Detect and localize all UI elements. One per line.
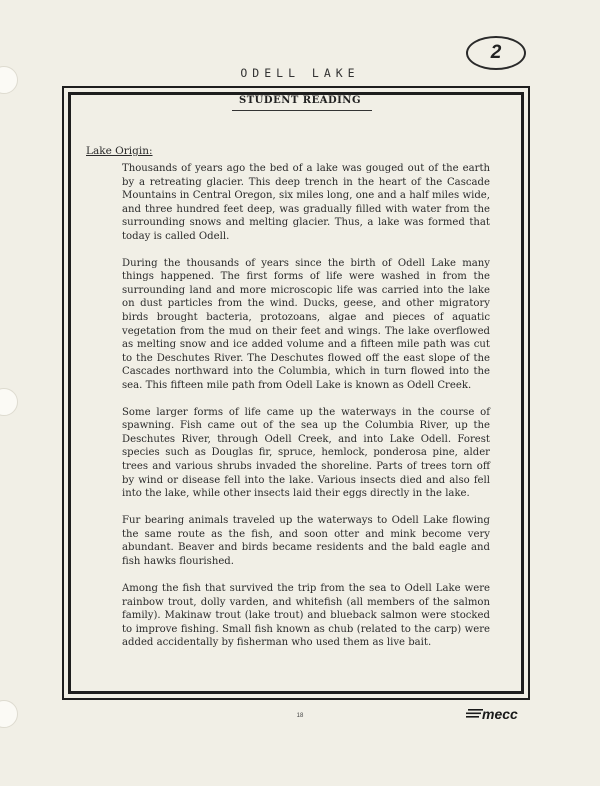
- binder-hole: [0, 388, 18, 416]
- mecc-logo-text: mecc: [482, 706, 518, 722]
- document-title: ODELL LAKE: [240, 66, 360, 80]
- paragraph: Among the fish that survived the trip from the sea to Odell Lake were rainbow trout, dolly varden, and whitefish (all members of the salmon family). Makinaw trout (lake trout) and blueback salmon were stocked to improve fishing. Small fish known as chub (related to the carp) were added accidentally by fisherman who used them as live bait.: [122, 582, 490, 649]
- page-number: 18: [296, 713, 304, 719]
- reading-body: [122, 162, 490, 663]
- paragraph: Some larger forms of life came up the waterways in the course of spawning. Fish came out of the sea up the Columbia River, up the Deschutes River, through Odell Creek, and into Lake Odell. Forest species such as Douglas fir, spruce, hemlock, ponderosa pine, alder trees and various shrubs invaded the shoreline. Parts of trees torn off by wind or disease fell into the lake. Various insects died and also fell into the lake, while other insects laid their eggs directly in the lake.: [122, 406, 490, 500]
- page-badge: [466, 36, 526, 70]
- paragraph: Thousands of years ago the bed of a lake was gouged out of the earth by a retreating glacier. This deep trench in the heart of the Cascade Mountains in Central Oregon, six miles long, one and a half miles wide, and three hundred feet deep, was gradually filled with water from the surrounding snows and melting glacier. Thus, a lake was formed that today is called Odell.: [122, 163, 490, 242]
- page-badge-number: 2: [490, 42, 502, 63]
- mecc-logo-icon: [466, 706, 534, 722]
- section-header: STUDENT READING: [239, 95, 361, 106]
- paragraph: During the thousands of years since the birth of Odell Lake many things happened. The first forms of life were washed in from the surrounding land and more microscopic life was carried into the lake on dust particles from the wind. Ducks, geese, and other migratory birds brought bacteria, protozoans, algae and pieces of aquatic vegetation from the mud on their feet and wings. The lake overflowed as melting snow and ice added volume and a fifteen mile path was cut to the Deschutes River. The Deschutes flowed off the east slope of the Cascades northward into the Columbia, which in turn flowed into the sea. This fifteen mile path from Odell Lake is known as Odell Creek.: [122, 257, 490, 391]
- content-heading: Lake Origin:: [86, 145, 153, 157]
- paragraph: Fur bearing animals traveled up the waterways to Odell Lake flowing the same route as the fish, and soon otter and mink become very abundant. Beaver and birds became residents and the bald eagle and fish hawks flourished.: [122, 515, 490, 567]
- header-divider: [232, 110, 372, 111]
